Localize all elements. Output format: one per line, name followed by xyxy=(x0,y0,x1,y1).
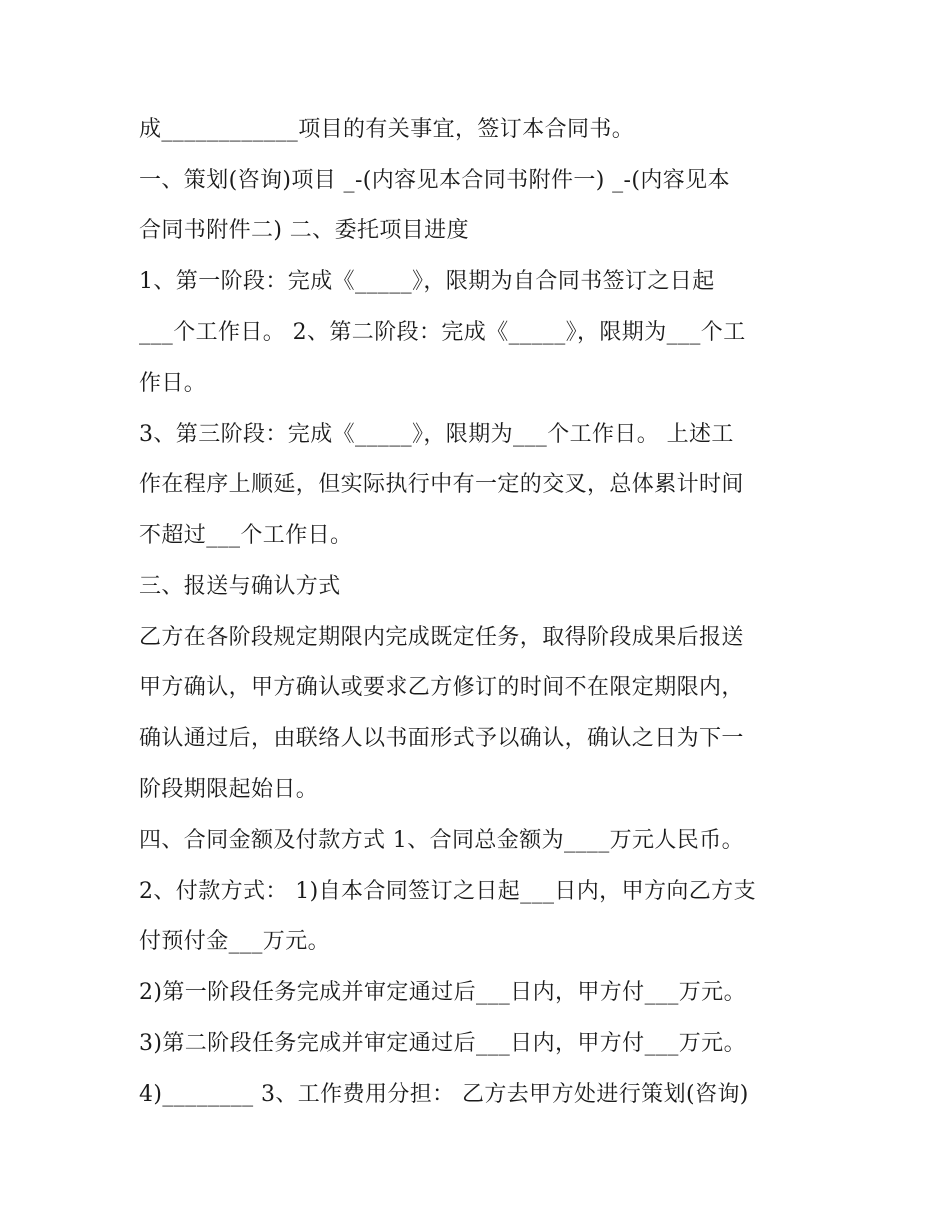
text-line: 2、付款方式： 1)自本合同签订之日起___日内，甲方向乙方支 xyxy=(139,879,756,904)
text-line: 不超过___个工作日。 xyxy=(139,523,353,548)
text-line: 合同书附件二) 二、委托项目进度 xyxy=(139,218,469,243)
text-line: 乙方在各阶段规定期限内完成既定任务，取得阶段成果后报送 xyxy=(139,625,744,650)
text-line: 四、合同金额及付款方式 1、合同总金额为____万元人民币。 xyxy=(139,828,744,853)
text-line: ___个工作日。 2、第二阶段：完成《_____》，限期为___个工 xyxy=(139,320,746,345)
text-line: 付预付金___万元。 xyxy=(139,929,331,954)
text-line: 一、策划(咨询)项目 _-(内容见本合同书附件一) _-(内容见本 xyxy=(139,168,730,193)
text-line: 4)________ 3、工作费用分担： 乙方去甲方处进行策划(咨询) xyxy=(139,1082,749,1107)
text-line: 3)第二阶段任务完成并审定通过后___日内，甲方付___万元。 xyxy=(139,1031,746,1056)
text-line: 作在程序上顺延，但实际执行中有一定的交叉，总体累计时间 xyxy=(139,472,744,497)
section-heading: 三、报送与确认方式 xyxy=(139,574,341,599)
text-line: 确认通过后，由联络人以书面形式予以确认，确认之日为下一 xyxy=(139,726,744,751)
text-line: 2)第一阶段任务完成并审定通过后___日内，甲方付___万元。 xyxy=(139,980,746,1005)
text-line: 作日。 xyxy=(139,371,207,396)
text-line: 甲方确认，甲方确认或要求乙方修订的时间不在限定期限内， xyxy=(139,675,744,700)
text-line: 1、第一阶段：完成《_____》，限期为自合同书签订之日起 xyxy=(139,269,715,294)
text-line: 阶段期限起始日。 xyxy=(139,777,319,802)
text-line: 成____________项目的有关事宜，签订本合同书。 xyxy=(139,117,635,142)
text-line: 3、第三阶段：完成《_____》，限期为___个工作日。 上述工 xyxy=(139,422,734,447)
